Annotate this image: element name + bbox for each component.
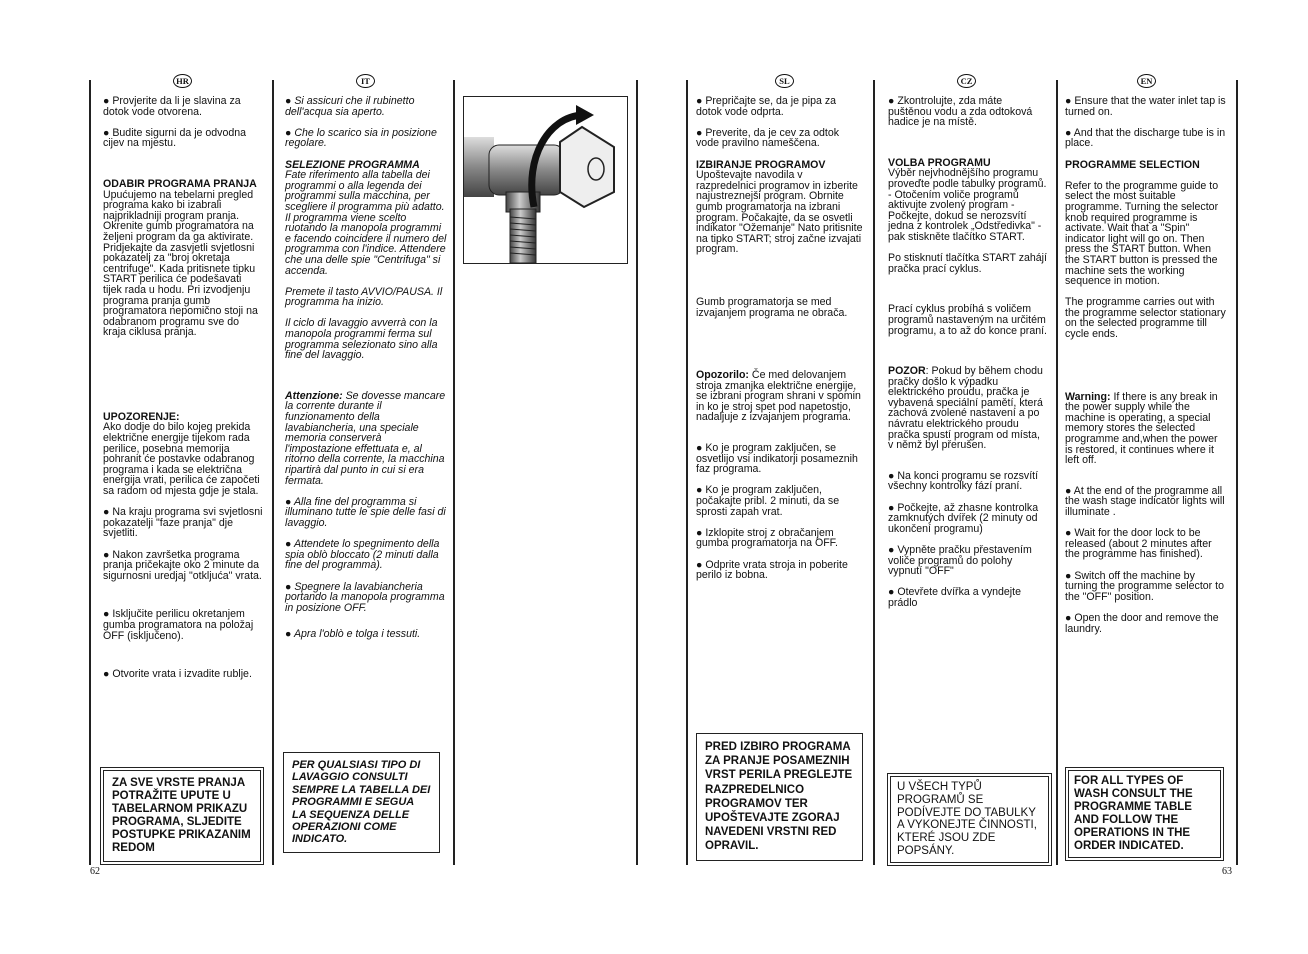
text-block: ● Nakon završetka programa pranja pričekajte oko 2 minute da sigurnosni uredjaj "otkljuća" vrata. (103, 548, 262, 582)
text-block: ● Ko je program zaključen, počakajte pribl. 2 minuti, da se sprosti zapah vrat. (696, 484, 840, 518)
column-cz (888, 96, 1048, 619)
column-divider (1056, 80, 1058, 865)
column-divider (272, 80, 274, 865)
text-block: ● Ko je program zaključen, se osvetlijo vsi indikatorji posameznih faz programa. (696, 442, 858, 476)
text-block: ● Otevřete dvířka a vyndejte prádlo (888, 586, 1021, 609)
warning-text: Se dovesse mancare la corrente durante il funzionamento della lavabiancheria, una speciale memoria conserverà l'impostazione effettuata e, al ritorno della corrente, la macchina ripartirà dal punto in cui si era fermata. (285, 389, 446, 487)
column-it (285, 96, 448, 651)
column-en (1065, 96, 1228, 645)
notice-text: PER QUALSIASI TIPO DI LAVAGGIO CONSULTI SEMPRE LA TABELLA DEI PROGRAMMI E SEGUA LA SEQUENZA DELLE OPERAZIONI COME INDICATO. (292, 759, 431, 846)
text-block: ● Spegnere la lavabiancheria portando la manopola programma in posizione OFF. (285, 580, 445, 614)
text-block: Gumb programatorja se med izvajanjem programa ne obrača. (696, 295, 848, 319)
notice-box-sl (696, 733, 863, 861)
column-divider (89, 80, 91, 865)
text-block: ● Otvorite vrata i izvadite rublje. (103, 668, 252, 681)
text-block: ● Ensure that the water inlet tap is turned on. (1065, 95, 1226, 118)
text-block: ● Prepričajte se, da je pipa za dotok vode odprta. (696, 95, 837, 118)
section-heading: VOLBA PROGRAMU (888, 156, 991, 169)
notice-text: U VŠECH TYPŮ PROGRAMŮ SE PODÍVEJTE DO TABULKY A VYKONEJTE ČINNOSTI, KTERÉ JSOU ZDE POPSÁNY. (890, 776, 1049, 863)
section-heading: PROGRAMME SELECTION (1065, 158, 1200, 171)
text-block (888, 366, 1048, 451)
column-divider (686, 80, 688, 865)
text-block: ● Attendete lo spegnimento della spia oblò bloccato (2 minuti dalla fine del programma). (285, 538, 440, 572)
page-number-left: 62 (90, 866, 100, 877)
text-block: ● Preverite, da je cev za odtok vode pravilno nameščena. (696, 126, 840, 150)
text-block: ● Zkontrolujte, zda máte puštěnou vodu a zda odtoková hadice je na místě. (888, 95, 1033, 129)
warning-label: Opozorilo: (696, 369, 749, 382)
warning-label: POZOR (888, 365, 926, 378)
text-block: Po stisknutí tlačítka START zahájí pračka prací cyklus. (888, 252, 1047, 275)
text-block: Ako dodje do bilo kojeg prekida električne energije tijekom rada perilice, posebna memorija pohranit će postavke odabranog programa i kada se električna energija vrati, perilica će započeti sa radom od mjesta gdje je stala. (103, 421, 260, 498)
text-block: ● At the end of the programme all the wash stage indicator lights will illuminate . (1065, 484, 1225, 518)
text-block: Výběr nejvhodnějšího programu proveďte podle tabulky programů. - Otočením voliče programů aktivujte zvolený program - Počkejte, dokud se nerozsvítí jedna z kontrolek „Odstředivka" - pak stiskněte tlačítko START. (888, 167, 1047, 243)
notice-text: PRED IZBIRO PROGRAMA ZA PRANJE POSAMEZNIH VRST PERILA PREGLEJTE RAZPREDELNICO PROGRAMOV TER UPOŠTEVAJTE ZGORAJ NAVEDENI VRSTNI RED OPRAVIL. (705, 741, 853, 853)
notice-text: ZA SVE VRSTE PRANJA POTRAŽITE UPUTE U TABELARNOM PRIKAZU PROGRAMA, SLJEDITE POSTUPKE PRIKAZANIM REDOM (103, 770, 261, 862)
section-heading: IZBIRANJE PROGRAMOV (696, 158, 826, 171)
text-block: ● Na kraju programa svi svjetlosni pokazatelji "faze pranja" dje svjetliti. (103, 506, 263, 540)
text-block: ● And that the discharge tube is in place. (1065, 126, 1226, 150)
warning-text: Če med delovanjem stroja zmanjka električne energije, se izbrani program shrani v spomin in ko je stroj spet pod napetostjo, nadaljuje z izvajanjem programa. (696, 369, 861, 424)
text-block (285, 391, 448, 486)
notice-box-cz (887, 773, 1052, 866)
page-number-right: 63 (1222, 866, 1232, 877)
lang-badge-cz: CZ (957, 74, 976, 88)
text-block: ● Che lo scarico sia in posizione regolare. (285, 126, 437, 150)
text-block: ● Izklopite stroj z obračanjem gumba programatorja na OFF. (696, 526, 838, 550)
text-block: Upoštevajte navodila v razpredelnici programov in izberite najustreznejši program. Obrnite gumb programatorja na izbrani program. Počakajte, da se osvetli indikator "Ožemanje" Nato pritisnite na tipko START; stroj začne izvajati program. (696, 169, 863, 256)
text-block: ● Apra l'oblò e tolga i tessuti. (285, 628, 421, 641)
water-tap-illustration (463, 96, 628, 264)
lang-badge-sl: SL (775, 74, 794, 88)
column-divider (873, 80, 875, 865)
column-hr (103, 96, 263, 690)
lang-badge-en: EN (1137, 74, 1156, 88)
column-divider (1236, 80, 1238, 865)
text-block: Fate riferimento alla tabella dei programmi o alla legenda dei programmi sulla macchina, per scegliere il programma più adatto. Il programma viene scelto ruotando la manopola programmi e facendo coincidere il numero del programma con l'indice. Attendere che una delle spie "Centrifuga" si accenda. (285, 169, 447, 277)
text-block: The programme carries out with the programme selector stationary on the selected programme till cycle ends. (1065, 296, 1226, 341)
warning-label: Warning: (1065, 390, 1111, 403)
warning-label: Attenzione: (285, 389, 343, 402)
notice-box-hr (100, 767, 264, 865)
notice-text: FOR ALL TYPES OF WASH CONSULT THE PROGRAMME TABLE AND FOLLOW THE OPERATIONS IN THE ORDER INDICATED. (1068, 770, 1221, 858)
text-block: Upućujemo na tebelarni pregled programa kako bi izabrali najprikladniji program pranja. Okrenite gumb programatora na željeni program da ga aktivirate. Pridjekajte da zasvjetli svjetlosni pokazatelj za "broj okretaja centrifuge". Kada pritisnete tipku START perilica će podešavati tijek rada u hodu. Pri izvodjenju programa pranja gumb programatora nepomično stoji na odabranom programu sve do kraja ciklusa pranja. (103, 188, 258, 339)
text-block (696, 370, 863, 423)
text-block: ● Na konci programu se rozsvítí všechny kontrolky fází praní. (888, 469, 1039, 493)
text-block: ● Alla fine del programma si illuminano tutte le spie delle fasi di lavaggio. (285, 495, 446, 529)
text-block: ● Switch off the machine by turning the programme selector to the "OFF" position. (1065, 569, 1224, 603)
text-block: ● Budite sigurni da je odvodna cijev na mjestu. (103, 126, 247, 150)
lang-badge-hr: HR (173, 74, 192, 88)
text-block: Il ciclo di lavaggio avverrà con la manopola programmi ferma sul programma selezionato sino alla fine del lavaggio. (285, 317, 438, 362)
lang-badge-it: IT (356, 74, 375, 88)
text-block: ● Vypněte pračku přestavením voliče programů do polohy vypnutí "OFF" (888, 544, 1032, 578)
text-block: Refer to the programme guide to select the most suitable programme. Turning the selector knob required programme is activate. Wait that a "Spin" indicator light will go on. Then press the START button. When the START button is pressed the machine sets the working sequence in motion. (1065, 179, 1219, 288)
notice-box-it (283, 752, 440, 853)
section-heading: SELEZIONE PROGRAMMA (285, 158, 420, 171)
notice-box-en (1065, 767, 1224, 861)
water-tap-drawing (464, 97, 627, 263)
section-heading: ODABIR PROGRAMA PRANJA (103, 177, 257, 190)
text-block: ● Odprite vrata stroja in poberite perilo iz bobna. (696, 558, 848, 582)
text-block: ● Wait for the door lock to be released (about 2 minutes after the programme has finished). (1065, 527, 1212, 561)
column-divider (453, 80, 455, 865)
column-sl (696, 96, 863, 591)
text-block (1065, 392, 1228, 466)
text-block: ● Isključite perilicu okretanjem gumba programatora na položaj OFF (isključeno). (103, 608, 254, 642)
warning-text: : Pokud by během chodu pračky došlo k výpadku elektrického proudu, pračka je vybavená speciální pamětí, která zachová zvolené nastavení a po návratu elektrického proudu pračka spustí program od místa, v němž byl přerušen. (888, 365, 1043, 452)
text-block: ● Open the door and remove the laundry. (1065, 611, 1219, 635)
text-block: ● Si assicuri che il rubinetto dell'acqua sia aperto. (285, 95, 415, 118)
warning-text: If there is any break in the power supply while the machine is operating, a special memory stores the selected programme and,when the power is restored, it continues where it left off. (1065, 390, 1218, 467)
text-block: ● Počkejte, až zhasne kontrolka zamknutých dvířek (2 minuty od ukončení programu) (888, 501, 1039, 535)
column-divider (636, 80, 638, 865)
text-block: Premete il tasto AVVIO/PAUSA. Il programma ha inizio. (285, 285, 443, 309)
section-heading: UPOZORENJE: (103, 410, 180, 423)
text-block: Prací cyklus probíhá s voličem programů nastaveným na určitém programu, a to až do konce praní. (888, 303, 1047, 337)
text-block: ● Provjerite da li je slavina za dotok vode otvorena. (103, 95, 241, 118)
